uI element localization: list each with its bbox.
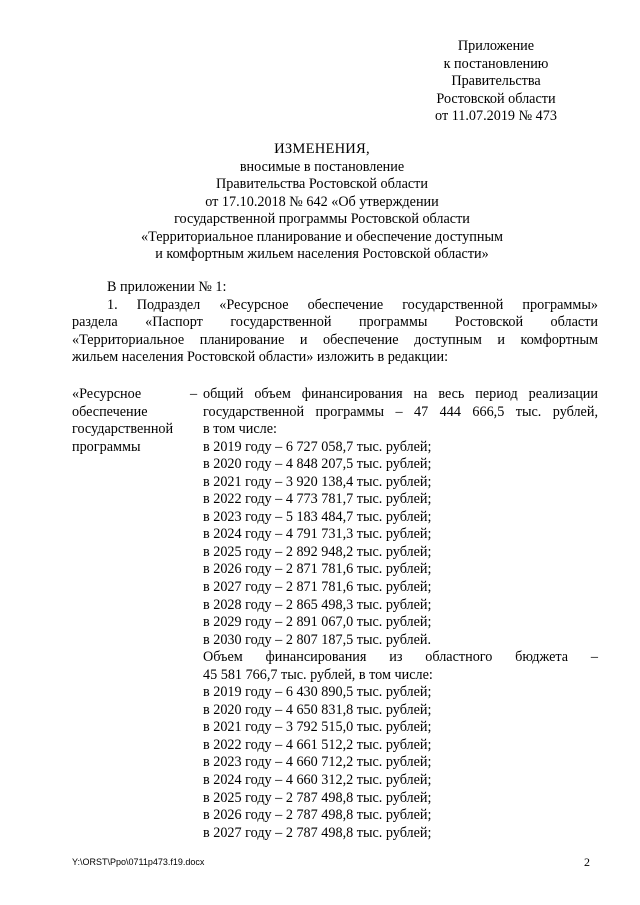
title-line: государственной программы Ростовской области xyxy=(174,211,470,227)
funding-line: в 2027 году – 2 871 781,6 тыс. рублей; xyxy=(203,579,432,596)
intro-section xyxy=(72,279,598,367)
intro-paragraph-line: «Территориальное планирование и обеспечение доступным и комфортным xyxy=(72,331,598,348)
funding-line: в 2029 году – 2 891 067,0 тыс. рублей; xyxy=(203,614,432,631)
appendix-line: к постановлению xyxy=(443,55,549,72)
funding-line: в 2023 году – 4 660 712,2 тыс. рублей; xyxy=(203,754,432,771)
funding-line: 45 581 766,7 тыс. рублей, в том числе: xyxy=(203,666,433,683)
funding-line: в 2020 году – 4 650 831,8 тыс. рублей; xyxy=(203,701,432,718)
intro-paragraph-line: 1. Подраздел «Ресурсное обеспечение государственной программы» xyxy=(107,296,598,313)
intro-heading: В приложении № 1: xyxy=(107,279,227,295)
appendix-line: от 11.07.2019 № 473 xyxy=(435,108,557,124)
title-line: вносимые в постановление xyxy=(239,158,405,175)
funding-line: в 2022 году – 4 773 781,7 тыс. рублей; xyxy=(203,491,432,508)
intro-paragraph-line: раздела «Паспорт государственной программы Ростовской области xyxy=(72,314,598,330)
document-title-block xyxy=(60,141,584,264)
appendix-line: Приложение xyxy=(457,38,535,54)
resource-label-line: государственной xyxy=(72,421,174,438)
document-title: ИЗМЕНЕНИЯ, xyxy=(274,141,370,157)
funding-line: в 2024 году – 4 660 312,2 тыс. рублей; xyxy=(203,772,432,789)
appendix-line: Ростовской области xyxy=(436,90,556,107)
title-line: Правительства Ростовской области xyxy=(216,176,428,192)
funding-line: в 2026 году – 2 787 498,8 тыс. рублей; xyxy=(203,807,432,824)
funding-line: в 2021 году – 3 792 515,0 тыс. рублей; xyxy=(203,719,432,736)
resource-label-line: «Ресурсное xyxy=(72,386,142,402)
funding-line: в 2028 году – 2 865 498,3 тыс. рублей; xyxy=(203,596,432,613)
funding-line: в 2025 году – 2 787 498,8 тыс. рублей; xyxy=(203,789,432,806)
funding-line: в 2020 году – 4 848 207,5 тыс. рублей; xyxy=(203,456,432,473)
footer-file-path: Y:\ORST\Ppo\0711p473.f19.docx xyxy=(72,857,205,867)
funding-line: в 2026 году – 2 871 781,6 тыс. рублей; xyxy=(203,561,432,578)
title-line: «Территориальное планирование и обеспечение доступным xyxy=(141,228,503,245)
page-number: 2 xyxy=(584,855,590,869)
resource-label-line: программы xyxy=(72,438,141,455)
funding-line: в 2024 году – 4 791 731,3 тыс. рублей; xyxy=(203,526,432,543)
funding-line: государственной программы – 47 444 666,5 тыс. рублей, xyxy=(203,403,598,420)
funding-line: в 2021 году – 3 920 138,4 тыс. рублей; xyxy=(203,473,432,490)
funding-line: Объем финансирования из областного бюджета – xyxy=(203,649,598,666)
funding-line: в 2030 году – 2 807 187,5 тыс. рублей. xyxy=(203,631,432,648)
funding-line: общий объем финансирования на весь период реализации xyxy=(203,386,598,402)
title-line: от 17.10.2018 № 642 «Об утверждении xyxy=(205,193,439,210)
title-line: и комфортным жильем населения Ростовской области» xyxy=(155,246,489,262)
funding-line: в 2022 году – 4 661 512,2 тыс. рублей; xyxy=(203,736,432,753)
funding-line: в 2027 году – 2 787 498,8 тыс. рублей; xyxy=(203,824,432,841)
funding-line: в 2023 году – 5 183 484,7 тыс. рублей; xyxy=(203,508,432,525)
funding-line: в 2019 году – 6 727 058,7 тыс. рублей; xyxy=(203,438,432,455)
funding-line: в 2025 году – 2 892 948,2 тыс. рублей; xyxy=(203,543,432,560)
funding-line: в том числе: xyxy=(203,421,277,438)
appendix-block xyxy=(420,38,572,126)
resource-content xyxy=(203,386,598,842)
resource-label-line: обеспечение xyxy=(72,403,148,420)
intro-paragraph-line: жильем населения Ростовской области» изложить в редакции: xyxy=(72,349,449,365)
appendix-line: Правительства xyxy=(451,73,541,89)
resource-label xyxy=(72,386,190,456)
label-dash: – xyxy=(190,386,198,402)
funding-line: в 2019 году – 6 430 890,5 тыс. рублей; xyxy=(203,684,432,701)
